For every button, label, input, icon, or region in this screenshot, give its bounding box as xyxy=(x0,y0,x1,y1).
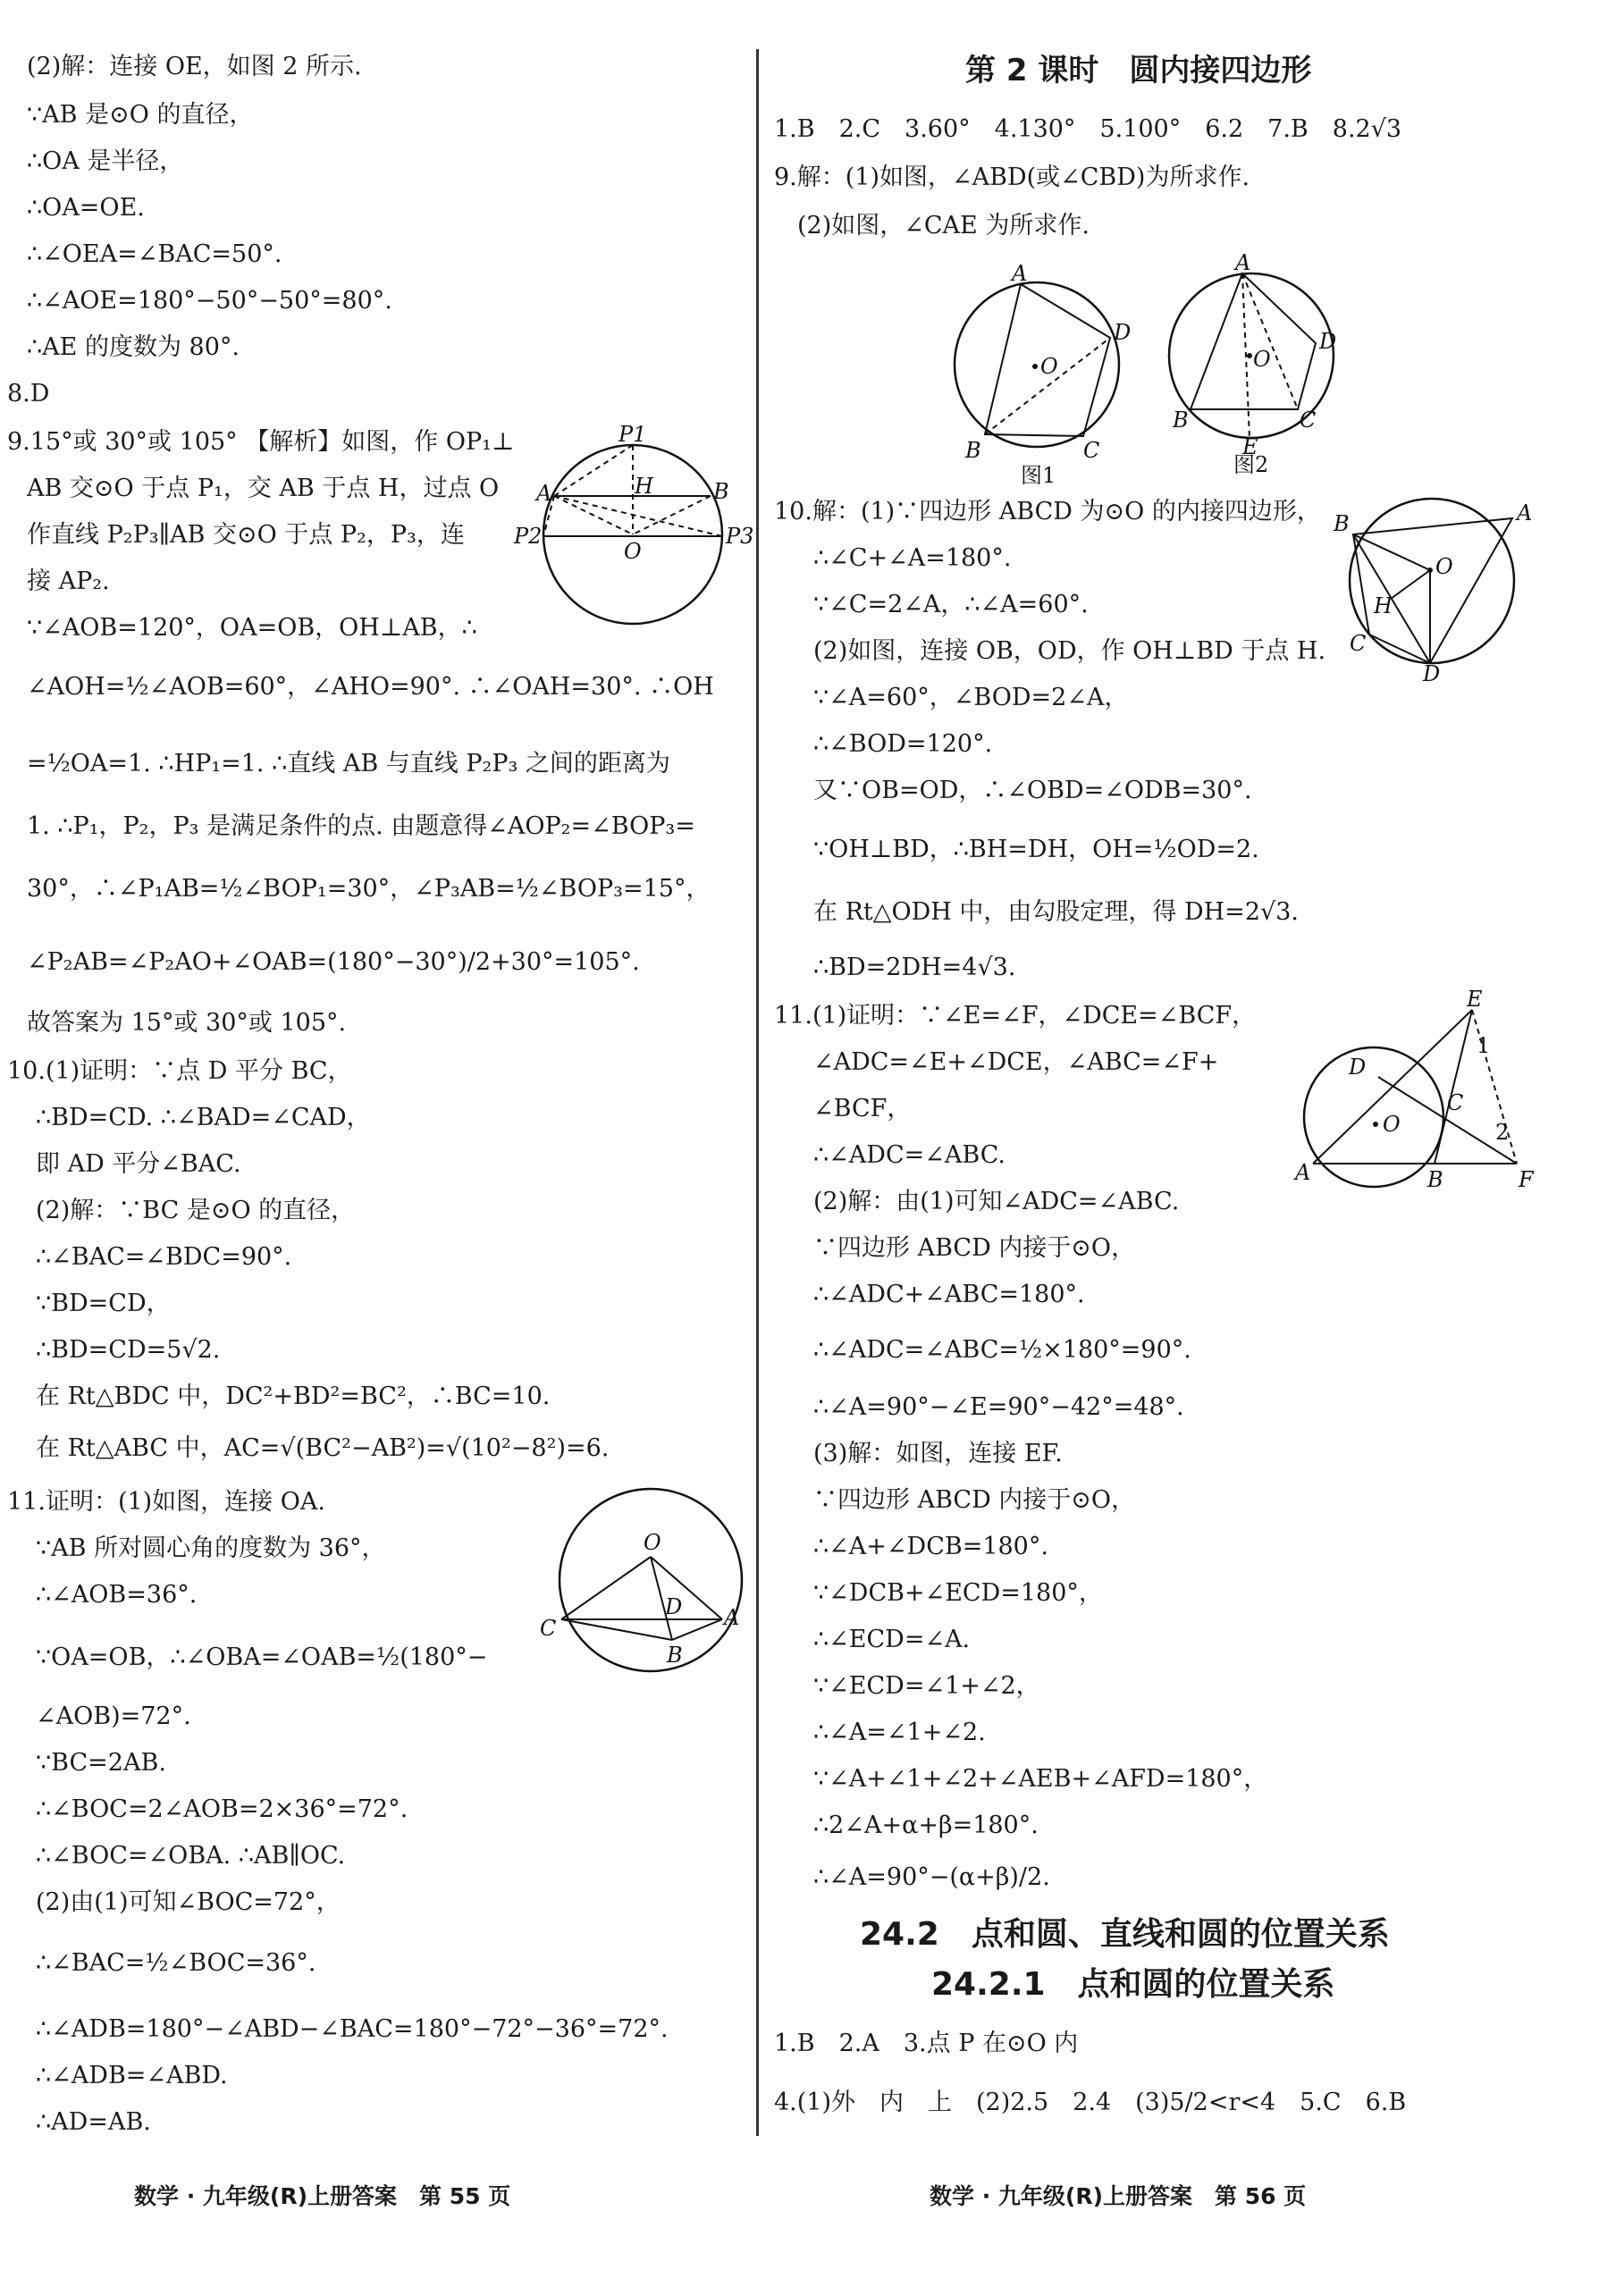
label: H xyxy=(635,474,653,499)
label: B xyxy=(1173,408,1189,433)
column-divider xyxy=(756,49,759,2136)
figure-caption: 图1 xyxy=(1021,463,1056,488)
text-line: ∴∠BOC=∠OBA. ∴AB∥OC. xyxy=(36,1842,346,1870)
text-line: ∴∠BOD=120°. xyxy=(813,730,993,758)
figure-caption: 图2 xyxy=(1233,452,1269,477)
text-line: 又∵OB=OD，∴∠OBD=∠ODB=30°. xyxy=(813,777,1252,804)
label: E xyxy=(1242,434,1258,459)
label: C xyxy=(1350,631,1367,656)
text-line: ∴∠ECD=∠A. xyxy=(813,1626,971,1653)
text-line: ∴∠ADC+∠ABC=180°. xyxy=(813,1281,1085,1308)
text-line: ∴∠OEA=∠BAC=50°. xyxy=(27,240,282,268)
label: F xyxy=(1519,1167,1534,1192)
text-line: ∴BD=CD=5√2. xyxy=(36,1336,221,1364)
text-line: ∴∠ADC=∠ABC. xyxy=(813,1141,1006,1169)
label: P2 xyxy=(514,524,543,549)
text-line: ∴∠AOE=180°−50°−50°=80°. xyxy=(27,287,392,315)
text-line: ∵∠A=60°，∠BOD=2∠A， xyxy=(813,684,1129,711)
text-line: 1.B 2.C 3.60° 4.130° 5.100° 6.2 7.B 8.2√3 xyxy=(774,115,1402,143)
text-line: ∠AOB)=72°. xyxy=(36,1702,191,1730)
left-column xyxy=(0,0,754,2181)
text-line: ∠ADC=∠E+∠DCE，∠ABC=∠F+ xyxy=(813,1048,1219,1076)
label: D xyxy=(665,1594,683,1619)
label: B xyxy=(713,479,729,504)
label: A xyxy=(1517,500,1533,525)
text-line: ∴∠BAC=½∠BOC=36°. xyxy=(36,1949,316,1977)
right-column xyxy=(770,0,1624,2181)
text-line: ∴AE 的度数为 80°. xyxy=(27,333,240,361)
text-line: ∵∠A+∠1+∠2+∠AEB+∠AFD=180°， xyxy=(813,1765,1268,1793)
text-line: =½OA=1. ∴HP₁=1. ∴直线 AB 与直线 P₂P₃ 之间的距离为 xyxy=(27,750,670,778)
text-line: ∠BCF， xyxy=(813,1095,912,1122)
text-line: ∵四边形 ABCD 内接于⊙O， xyxy=(813,1486,1136,1514)
text-line: 在 Rt△BDC 中，DC²+BD²=BC²，∴BC=10. xyxy=(36,1383,551,1410)
text-line: ∠AOH=½∠AOB=60°，∠AHO=90°. ∴∠OAH=30°. ∴OH xyxy=(27,673,714,701)
text-line: ∴2∠A+α+β=180°. xyxy=(813,1812,1039,1839)
label: C xyxy=(1447,1090,1464,1115)
label: O xyxy=(624,539,642,564)
text-line: (2)如图，∠CAE 为所求作. xyxy=(797,212,1090,240)
footer-right: 数学 · 九年级(R)上册答案 第 56 页 xyxy=(930,2183,1307,2209)
label: C xyxy=(540,1616,557,1641)
text-line: 11.证明：(1)如图，连接 OA. xyxy=(7,1488,325,1516)
figure-q9 xyxy=(514,422,754,659)
text-line: ∴∠A=90°−(α+β)/2. xyxy=(813,1863,1050,1891)
label: P3 xyxy=(726,524,754,549)
label: O xyxy=(1040,354,1058,379)
label: O xyxy=(1435,554,1453,579)
text-line: 故答案为 15°或 30°或 105°. xyxy=(27,1009,347,1037)
section-heading: 24.2 点和圆、直线和圆的位置关系 xyxy=(860,1916,1390,1953)
text-line: 8.D xyxy=(7,380,50,408)
label: O xyxy=(1253,347,1271,372)
label: O xyxy=(1383,1112,1401,1137)
text-line: (2)解：由(1)可知∠ADC=∠ABC. xyxy=(813,1188,1180,1215)
text-line: (2)如图，连接 OB，OD，作 OH⊥BD 于点 H. xyxy=(813,637,1326,665)
label: B xyxy=(965,438,981,463)
label: D xyxy=(1319,329,1337,354)
text-line: ∵AB 所对圆心角的度数为 36°， xyxy=(36,1534,386,1562)
text-line: 1.B 2.A 3.点 P 在⊙O 内 xyxy=(774,2030,1079,2057)
text-line: 在 Rt△ABC 中，AC=√(BC²−AB²)=√(10²−8²)=6. xyxy=(36,1434,610,1462)
text-line: ∴∠ADC=∠ABC=½×180°=90°. xyxy=(813,1336,1191,1364)
text-line: ∵∠DCB+∠ECD=180°， xyxy=(813,1579,1103,1607)
label: P1 xyxy=(618,422,647,447)
text-line: (2)解：∵BC 是⊙O 的直径， xyxy=(36,1197,356,1224)
text-line: 10.(1)证明：∵点 D 平分 BC， xyxy=(7,1057,352,1085)
figure-1 xyxy=(949,261,1137,489)
text-line: ∴OA 是半径， xyxy=(27,147,184,175)
text-line: AB 交⊙O 于点 P₁，交 AB 于点 H，过点 O xyxy=(27,475,500,502)
text-line: ∴BD=CD. ∴∠BAD=∠CAD， xyxy=(36,1104,371,1131)
text-line: ∴AD=AB. xyxy=(36,2108,151,2136)
label: C xyxy=(1083,438,1100,463)
text-line: 4.(1)外 内 上 (2)2.5 2.4 (3)5/2<r<4 5.C 6.B xyxy=(774,2089,1407,2116)
label: B xyxy=(1427,1167,1443,1192)
label: E xyxy=(1467,987,1483,1012)
label: A xyxy=(1235,250,1251,275)
label: A xyxy=(536,481,552,506)
text-line: 10.解：(1)∵四边形 ABCD 为⊙O 的内接四边形， xyxy=(774,498,1321,525)
label: B xyxy=(667,1643,683,1668)
text-line: ∵∠ECD=∠1+∠2， xyxy=(813,1672,1040,1700)
text-line: 即 AD 平分∠BAC. xyxy=(36,1150,241,1178)
text-line: 9.15°或 30°或 105° 【解析】如图，作 OP₁⊥ xyxy=(7,428,515,456)
text-line: ∴∠BOC=2∠AOB=2×36°=72°. xyxy=(36,1795,408,1823)
label: A xyxy=(1012,261,1028,286)
label: D xyxy=(1423,661,1441,686)
text-line: ∴BD=2DH=4√3. xyxy=(813,954,1016,981)
text-line: (3)解：如图，连接 EF. xyxy=(813,1440,1063,1467)
label: H xyxy=(1374,593,1393,618)
label: A xyxy=(1295,1160,1311,1185)
text-line: 接 AP₂. xyxy=(27,567,110,595)
text-line: ∴∠A=90°−∠E=90°−42°=48°. xyxy=(813,1393,1184,1421)
text-line: ∵OA=OB，∴∠OBA=∠OAB=½(180°− xyxy=(36,1643,488,1671)
text-line: ∵四边形 ABCD 内接于⊙O， xyxy=(813,1234,1136,1262)
label: O xyxy=(644,1530,661,1555)
text-line: 在 Rt△ODH 中，由勾股定理，得 DH=2√3. xyxy=(813,898,1299,926)
text-line: ∵BD=CD， xyxy=(36,1290,171,1317)
text-line: ∴∠ADB=∠ABD. xyxy=(36,2062,228,2089)
text-line: (2)解：连接 OE，如图 2 所示. xyxy=(27,53,362,80)
figure-q10 xyxy=(1334,492,1539,694)
label: 1 xyxy=(1477,1033,1491,1058)
text-line: ∵AB 是⊙O 的直径， xyxy=(27,101,254,129)
text-line: ∴∠AOB=36°. xyxy=(36,1581,198,1609)
text-line: 9.解：(1)如图，∠ABD(或∠CBD)为所求作. xyxy=(774,164,1250,191)
label: B xyxy=(1334,511,1350,536)
text-line: 11.(1)证明：∵∠E=∠F，∠DCE=∠BCF， xyxy=(774,1002,1257,1030)
text-line: ∴∠A=∠1+∠2. xyxy=(813,1719,986,1746)
lesson-title: 第 2 课时 圆内接四边形 xyxy=(965,53,1312,88)
text-line: ∴OA=OE. xyxy=(27,194,145,222)
label: 2 xyxy=(1495,1120,1510,1145)
text-line: ∵∠C=2∠A，∴∠A=60°. xyxy=(813,591,1089,618)
label: A xyxy=(724,1605,740,1630)
subsection-heading: 24.2.1 点和圆的位置关系 xyxy=(931,1966,1335,2003)
text-line: ∴∠C+∠A=180°. xyxy=(813,544,1012,572)
text-line: ∵OH⊥BD，∴BH=DH，OH=½OD=2. xyxy=(813,836,1259,863)
label: C xyxy=(1300,408,1317,433)
text-line: ∴∠ADB=180°−∠ABD−∠BAC=180°−72°−36°=72°. xyxy=(36,2015,669,2043)
text-line: ∴∠A+∠DCB=180°. xyxy=(813,1533,1048,1560)
figure-q11 xyxy=(540,1484,751,1686)
text-line: ∴∠BAC=∠BDC=90°. xyxy=(36,1243,292,1271)
figure-q11-right xyxy=(1293,987,1561,1204)
text-line: 1. ∴P₁，P₂，P₃ 是满足条件的点. 由题意得∠AOP₂=∠BOP₃= xyxy=(27,812,695,840)
text-line: ∠P₂AB=∠P₂AO+∠OAB=(180°−30°)/2+30°=105°. xyxy=(27,948,640,976)
figure-2 xyxy=(1164,250,1351,489)
label: D xyxy=(1349,1055,1367,1080)
text-line: 作直线 P₂P₃∥AB 交⊙O 于点 P₂，P₃，连 xyxy=(27,521,465,549)
text-line: (2)由(1)可知∠BOC=72°， xyxy=(36,1888,341,1916)
text-line: 30°，∴∠P₁AB=½∠BOP₁=30°，∠P₃AB=½∠BOP₃=15°， xyxy=(27,875,711,903)
text-line: ∵∠AOB=120°，OA=OB，OH⊥AB，∴ xyxy=(27,614,477,642)
text-line: ∵BC=2AB. xyxy=(36,1749,166,1777)
label: D xyxy=(1114,320,1132,345)
footer-left: 数学 · 九年级(R)上册答案 第 55 页 xyxy=(134,2183,511,2209)
